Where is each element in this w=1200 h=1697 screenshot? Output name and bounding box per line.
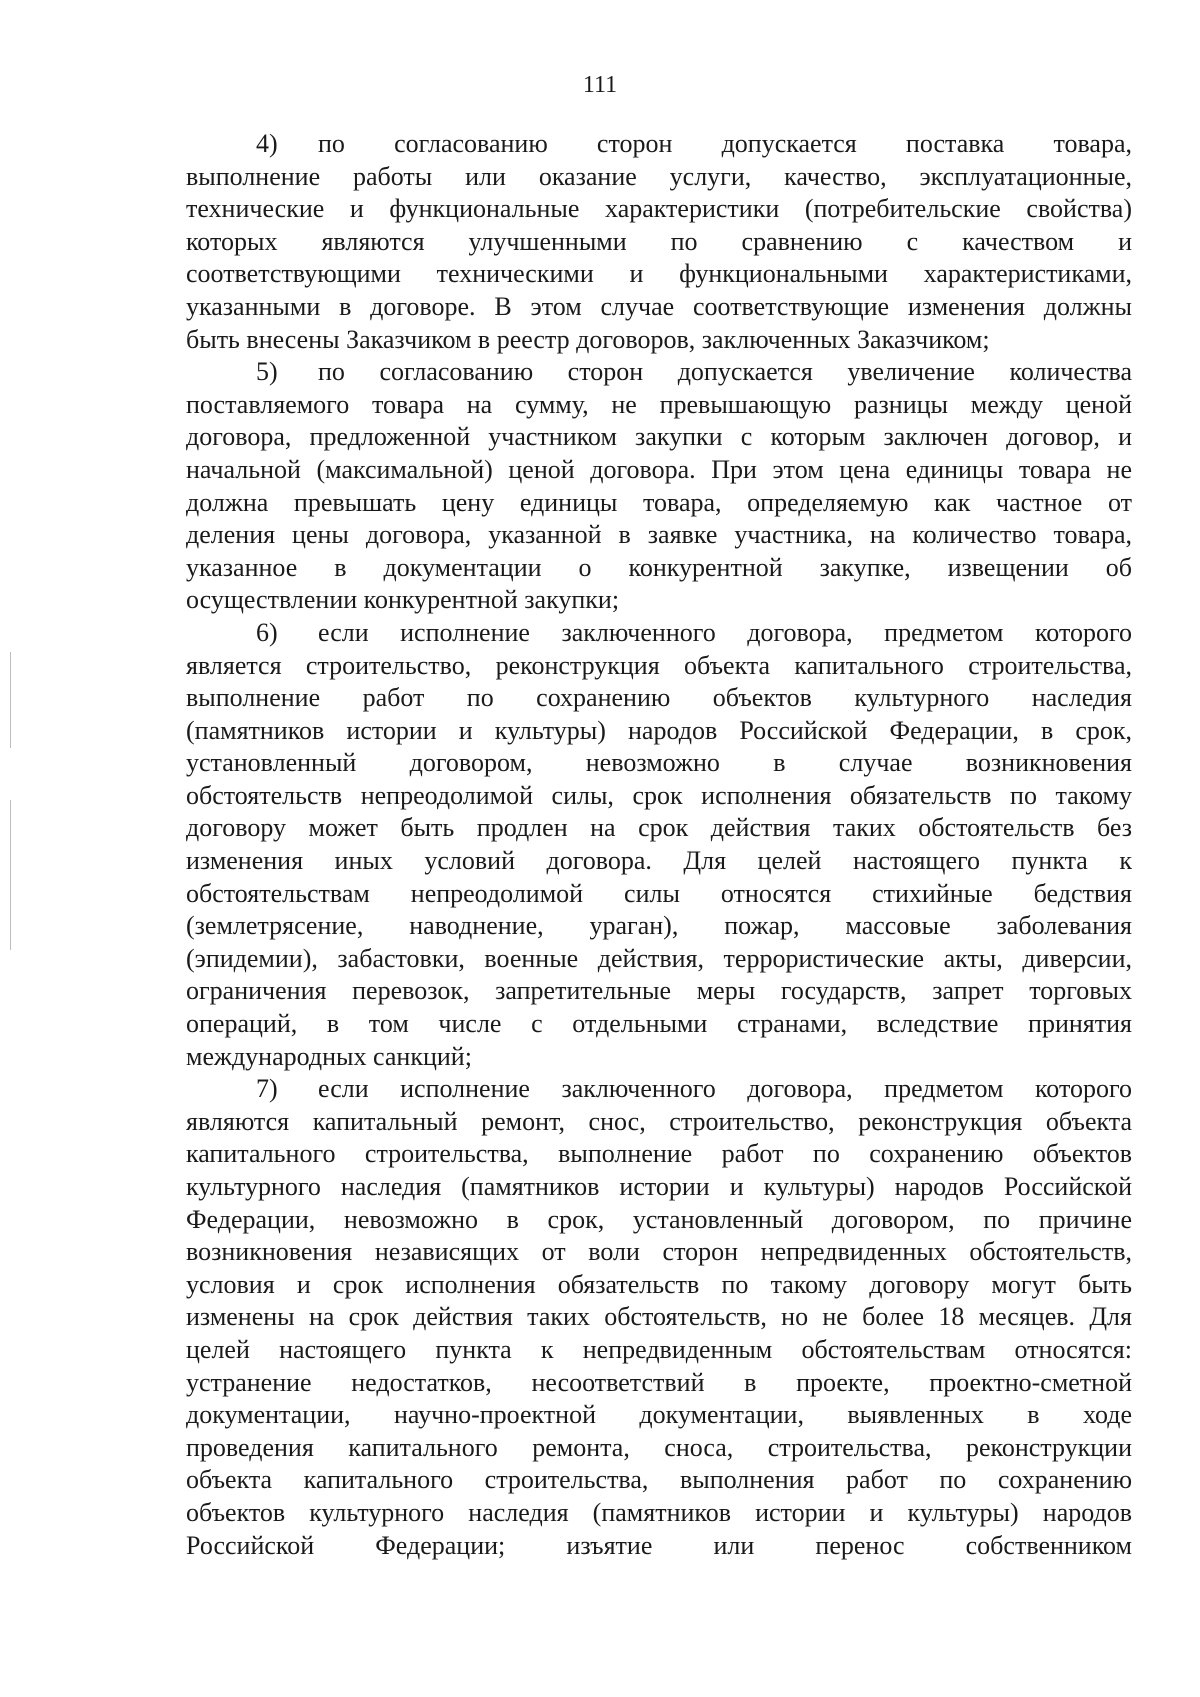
text-line: технические и функциональные характеристики (потребительские свойства)	[186, 194, 1132, 224]
text-line: указанное в документации о конкурентной закупке, извещении об	[186, 552, 1132, 582]
scan-margin-mark	[10, 652, 11, 748]
line-text: по согласованию сторон допускается увеличение количества	[318, 357, 1132, 387]
text-line: быть внесены Заказчиком в реестр договоров, заключенных Заказчиком;	[186, 324, 990, 354]
text-line: объектов культурного наследия (памятников истории и культуры) народов	[186, 1497, 1132, 1527]
text-line: (эпидемии), забастовки, военные действия, террористические акты, диверсии,	[186, 943, 1132, 973]
text-line	[186, 617, 1132, 650]
text-line: операций, в том числе с отдельными странами, вследствие принятия	[186, 1009, 1132, 1039]
text-line: целей настоящего пункта к непредвиденным обстоятельствам относятся:	[186, 1334, 1132, 1364]
text-line: осуществлении конкурентной закупки;	[186, 585, 620, 615]
text-line: деления цены договора, указанной в заявке участника, на количество товара,	[186, 520, 1132, 550]
text-line: договора, предложенной участником закупки с которым заключен договор, и	[186, 422, 1132, 452]
text-line: соответствующими техническими и функциональными характеристиками,	[186, 259, 1132, 289]
text-line: обстоятельств непреодолимой силы, срок исполнения обязательств по такому	[186, 780, 1132, 810]
scan-margin-mark	[10, 800, 11, 950]
text-line: международных санкций;	[186, 1041, 472, 1071]
text-line: культурного наследия (памятников истории и культуры) народов Российской	[186, 1172, 1132, 1201]
text-line: изменения иных условий договора. Для целей настоящего пункта к	[186, 846, 1132, 876]
list-item-paragraph	[186, 128, 1132, 356]
text-line: устранение недостатков, несоответствий в проекте, проектно-сметной	[186, 1367, 1132, 1397]
item-number: 6)	[256, 617, 278, 647]
text-line: выполнение работ по сохранению объектов культурного наследия	[186, 683, 1132, 713]
text-line: возникновения независящих от воли сторон непредвиденных обстоятельств,	[186, 1237, 1132, 1267]
line-text: если исполнение заключенного договора, предметом которого	[318, 617, 1132, 647]
text-line: условия и срок исполнения обязательств по такому договору могут быть	[186, 1269, 1132, 1299]
text-line: указанными в договоре. В этом случае соответствующие изменения должны	[186, 291, 1132, 321]
text-line: проведения капитального ремонта, сноса, строительства, реконструкции	[186, 1432, 1132, 1462]
text-line	[186, 356, 1132, 389]
item-number: 4)	[256, 129, 278, 158]
text-line: капитального строительства, выполнение работ по сохранению объектов	[186, 1139, 1132, 1169]
text-line: выполнение работы или оказание услуги, качество, эксплуатационные,	[186, 161, 1132, 191]
list-item-paragraph	[186, 617, 1132, 1073]
text-line: объекта капитального строительства, выполнения работ по сохранению	[186, 1465, 1132, 1495]
text-line: ограничения перевозок, запретительные меры государств, запрет торговых	[186, 976, 1132, 1006]
item-number: 7)	[256, 1074, 278, 1104]
text-line: является строительство, реконструкция объекта капитального строительства,	[186, 650, 1132, 680]
text-line: обстоятельствам непреодолимой силы относятся стихийные бедствия	[186, 878, 1132, 908]
text-line: договору может быть продлен на срок действия таких обстоятельств без	[186, 813, 1132, 843]
line-text: по согласованию сторон допускается поставка товара,	[318, 129, 1132, 158]
text-line: Российской Федерации; изъятие или перенос собственником	[186, 1530, 1132, 1560]
line-text: если исполнение заключенного договора, предметом которого	[318, 1074, 1132, 1104]
text-line: (землетрясение, наводнение, ураган), пожар, массовые заболевания	[186, 911, 1132, 941]
page-number: 111	[582, 72, 618, 98]
text-line: документации, научно-проектной документации, выявленных в ходе	[186, 1400, 1132, 1430]
text-line: должна превышать цену единицы товара, определяемую как частное от	[186, 487, 1132, 517]
text-line: изменены на срок действия таких обстоятельств, но не более 18 месяцев. Для	[186, 1302, 1132, 1332]
list-item-paragraph	[186, 1073, 1132, 1562]
text-line: которых являются улучшенными по сравнению с качеством и	[186, 226, 1132, 256]
document-body	[186, 128, 1132, 1562]
text-line: установленный договором, невозможно в случае возникновения	[186, 748, 1132, 778]
text-line: поставляемого товара на сумму, не превышающую разницы между ценой	[186, 389, 1132, 419]
text-line: начальной (максимальной) ценой договора. При этом цена единицы товара не	[186, 454, 1132, 484]
text-line: являются капитальный ремонт, снос, строительство, реконструкция объекта	[186, 1106, 1132, 1136]
text-line	[186, 128, 1132, 161]
text-line: (памятников истории и культуры) народов Российской Федерации, в срок,	[186, 715, 1132, 745]
text-line	[186, 1073, 1132, 1106]
list-item-paragraph	[186, 356, 1132, 617]
text-line: Федерации, невозможно в срок, установленный договором, по причине	[186, 1204, 1132, 1234]
item-number: 5)	[256, 357, 278, 387]
